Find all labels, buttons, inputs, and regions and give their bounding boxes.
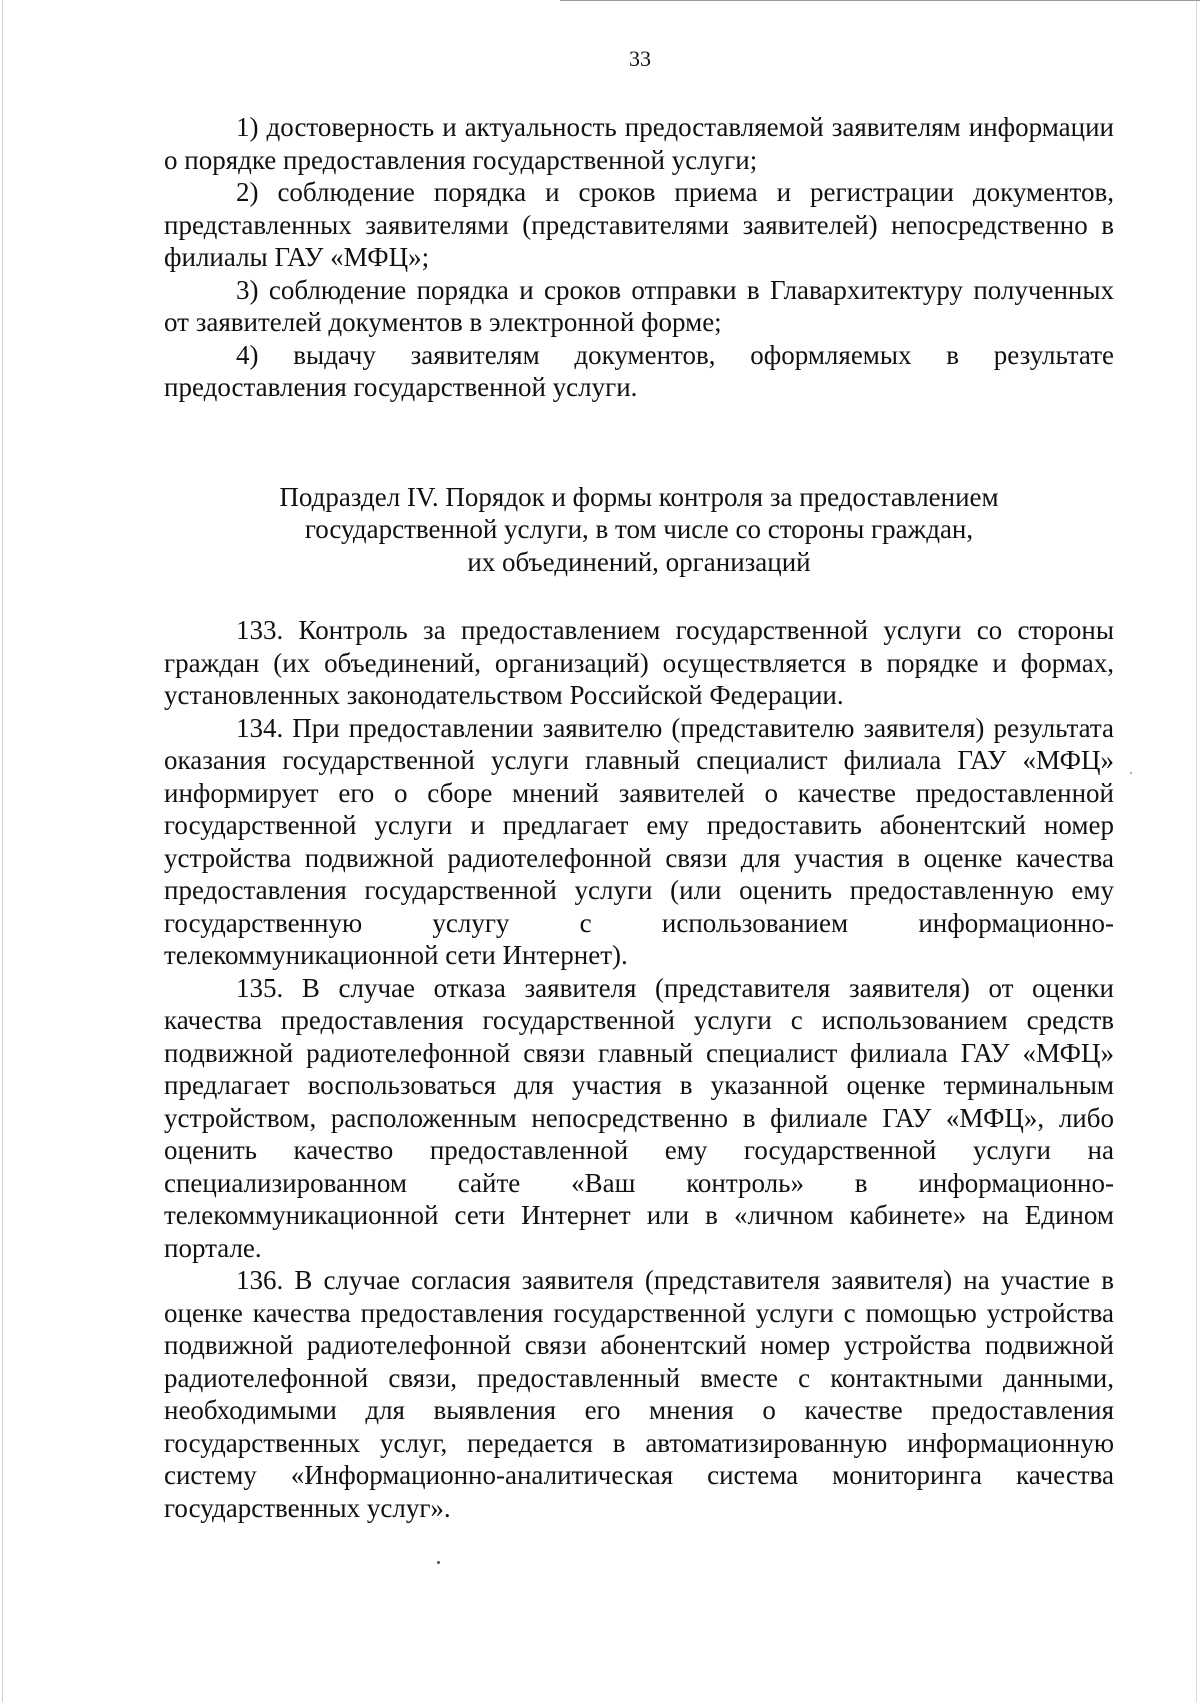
scan-speck — [1130, 772, 1132, 774]
paragraph-item-4: 4) выдачу заявителям документов, оформляемых в результате предоставления государственной услуги. — [164, 339, 1114, 402]
paragraph-133: 133. Контроль за предоставлением государственной услуги со стороны граждан (их объединений, организаций) осуществляется в порядке и формах, установленных законодательством Российской Федерации. — [164, 615, 1114, 710]
paragraph-item-3: 3) соблюдение порядка и сроков отправки в Главархитектуру полученных от заявителей документов в электронной форме; — [164, 274, 1114, 337]
section-heading-line-3: их объединений, организаций — [467, 546, 811, 577]
paragraph-item-2: 2) соблюдение порядка и сроков приема и регистрации документов, представленных заявителями (представителями заявителей) непосредственно в филиалы ГАУ «МФЦ»; — [164, 177, 1114, 272]
document-body — [164, 111, 1114, 1524]
paragraph-134: 134. При предоставлении заявителю (представителю заявителя) результата оказания государственной услуги главный специалист филиала ГАУ «МФЦ» информирует его о сборе мнений заявителей о качестве предоставленной государственной услуги и предлагает ему предоставить абонентский номер устройства подвижной радиотелефонной связи для участия в оценке качества предоставления государственной услуги (или оценить предоставленную ему государственную услугу с использованием информационно-телекоммуникационной сети Интернет). — [164, 712, 1114, 970]
scan-edge-top — [560, 0, 1200, 1]
paragraph-136: 136. В случае согласия заявителя (представителя заявителя) на участие в оценке качества предоставления государственной услуги с помощью устройства подвижной радиотелефонной связи абонентский номер устройства подвижной радиотелефонной связи, предоставленный вместе с контактными данными, необходимыми для выявления его мнения о качестве предоставления государственных услуг, передается в автоматизированную информационную систему «Информационно-аналитическая система мониторинга качества государственных услуг». — [164, 1265, 1114, 1523]
scan-edge-right — [1196, 0, 1197, 1702]
scan-edge-left — [2, 0, 3, 1702]
page-number: 33 — [629, 46, 651, 71]
scan-speck — [437, 1561, 440, 1564]
section-heading-line-1: Подраздел IV. Порядок и формы контроля за предоставлением — [279, 481, 999, 512]
paragraph-item-1: 1) достоверность и актуальность предоставляемой заявителям информации о порядке предоставления государственной услуги; — [164, 112, 1114, 175]
paragraph-135: 135. В случае отказа заявителя (представителя заявителя) от оценки качества предоставления государственной услуги с использованием средств подвижной радиотелефонной связи главный специалист филиала ГАУ «МФЦ» предлагает воспользоваться для участия в указанной оценке терминальным устройством, расположенным непосредственно в филиале ГАУ «МФЦ», либо оценить качество предоставленной ему государственной услуги на специализированном сайте «Ваш контроль» в информационно-телекоммуникационной сети Интернет или в «личном кабинете» на Едином портале. — [164, 972, 1114, 1263]
section-heading — [164, 481, 1114, 579]
section-heading-line-2: государственной услуги, в том числе со стороны граждан, — [304, 514, 974, 544]
